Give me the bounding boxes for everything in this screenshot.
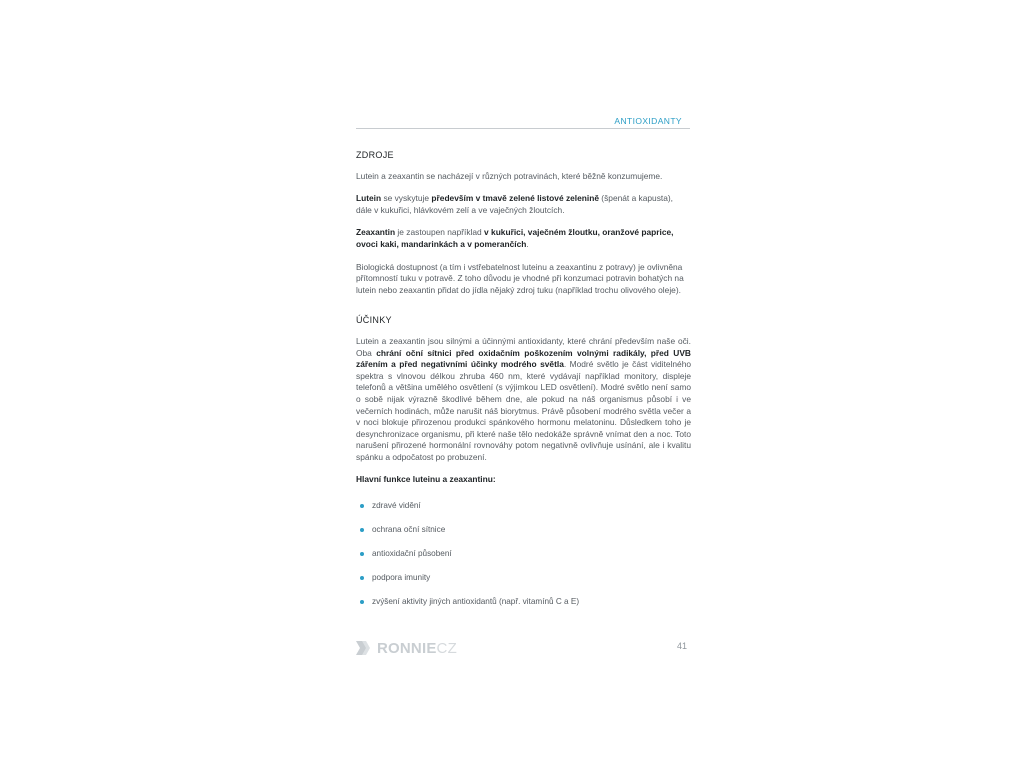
logo-light: CZ — [436, 639, 457, 657]
zeaxantin-highlight: v kukuřici, vaječném žloutku, oranžové paprice, ovoci kaki, mandarinkách a v pomerančích — [356, 227, 674, 249]
lutein-text-1: se vyskytuje — [381, 193, 432, 204]
ronnie-logo — [356, 639, 457, 657]
list-item: zvýšení aktivity jiných antioxidantů (např. vitamínů C a E) — [360, 596, 691, 608]
list-item: podpora imunity — [360, 572, 691, 584]
sources-title: ZDROJE — [356, 150, 394, 160]
zeaxantin-text-1: je zastoupen například — [395, 227, 485, 238]
lutein-highlight: především v tmavě zelené listové zelenině — [431, 193, 599, 204]
list-item: antioxidační působení — [360, 548, 691, 560]
sources-intro: Lutein a zeaxantin se nacházejí v různých potravinách, které běžně konzumujeme. — [356, 170, 663, 181]
zeaxantin-term: Zeaxantin — [356, 227, 396, 238]
zeaxantin-text-2: . — [526, 238, 529, 249]
list-item: ochrana oční sítnice — [360, 524, 691, 536]
ronnie-chevron-icon — [356, 641, 372, 655]
zeaxantin-paragraph — [356, 227, 691, 250]
lutein-text-2: (špenát a kapusta), dále v kukuřici, hlávkovém zelí a ve vaječných žloutcích. — [356, 193, 674, 215]
list-item: zdravé vidění — [360, 500, 691, 512]
effects-text-2: . Modré světlo je část viditelného spektra s vlnovou délkou zhruba 460 nm, které vydávají například monitory, displeje telefonů a většina umělého osvětlení (s výjimkou LED osvětlení). Modré světlo není samo o sobě nijak výrazně škodlivé během dne, ale pokud na náš organismus působí i ve večerních hodinách, může narušit náš biorytmus. Právě působení modrého světla večer a v noci blokuje přirozenou produkci spánkového hormonu melatoninu. Důsledkem toho je desynchronizace organismu, při které naše tělo nedokáže správně vnímat den a noc. Toto narušení přirozené hormonální rovnováhy potom negativně ovlivňuje usínání, ale i kvalitu spánku a odpočatost po probuzení. — [356, 359, 692, 462]
effects-highlight: chrání oční sítnici před oxidačním poškozením volnými radikály, před UVB zářením a před negativními účinky modrého světla — [356, 347, 691, 370]
functions-list — [356, 500, 691, 608]
effects-text-1: Lutein a zeaxantin jsou silnými a účinnými antioxidanty, které chrání především naše oči. Oba — [356, 335, 691, 358]
logo-wordmark — [377, 640, 457, 657]
page-content — [356, 150, 691, 620]
section-label: ANTIOXIDANTY — [614, 116, 682, 126]
header-divider — [356, 128, 690, 129]
bioavailability-paragraph: Biologická dostupnost (a tím i vstřebatelnost luteinu a zeaxantinu z potravy) je ovlivněna přítomností tuku v potravě. Z toho důvodu je vhodné při konzumaci potravin bohatých na lutein nebo zeaxantin přidat do jídla nějaký zdroj tuku (například trochu olivového oleje). — [356, 261, 684, 295]
effects-title: ÚČINKY — [356, 315, 392, 326]
logo-bold: RONNIE — [377, 639, 437, 657]
functions-heading: Hlavní funkce luteinu a zeaxantinu: — [356, 474, 496, 485]
lutein-paragraph — [356, 193, 691, 216]
lutein-term: Lutein — [356, 193, 382, 204]
page-number: 41 — [677, 641, 688, 651]
effects-paragraph — [356, 336, 691, 464]
